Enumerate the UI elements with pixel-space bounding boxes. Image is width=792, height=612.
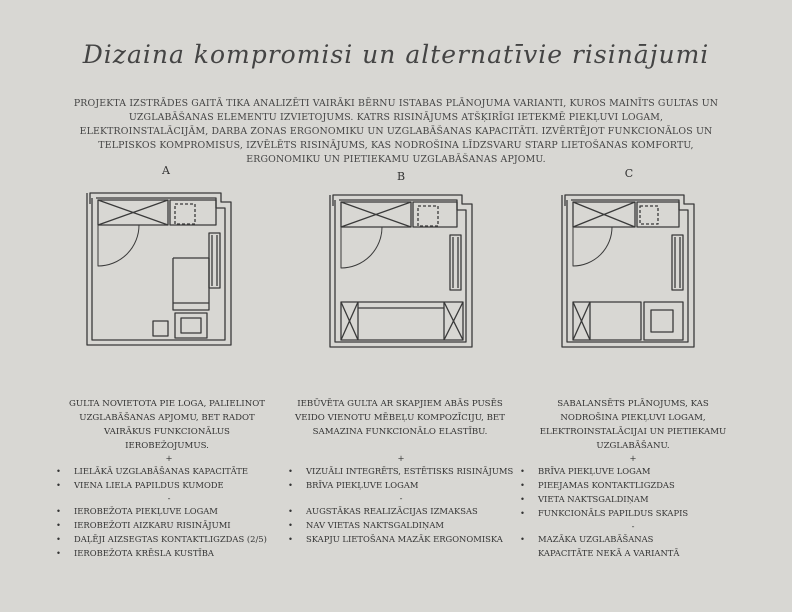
variant-c-description: SABALANSĒTS PLĀNOJUMS, KAS NODROŠINA PIEKĻUVI LOGAM, ELEKTROINSTALĀCIJAI UN PIETIEKAMU UZGLABĀŠANU. [539, 399, 727, 451]
variant-b-evaluation [286, 452, 516, 546]
list-item: • IEROBEŽOTA KRĒSLA KUSTĪBA [54, 546, 284, 560]
list-item: • BRĪVA PIEKĻUVE LOGAM [286, 478, 516, 492]
floor-plan-a [85, 188, 235, 348]
list-item: • NAV VIETAS NAKTSGALDIŅAM [286, 518, 516, 532]
list-item: • MAZĀKA UZGLABĀŠANAS KAPACITĀTE NEKĀ A VARIANTĀ [518, 532, 698, 560]
list-item: • IEROBEŽOTI AIZKARU RISINĀJUMI [54, 518, 284, 532]
list-item: • AUGSTĀKAS REALIZĀCIJAS IZMAKSAS [286, 504, 516, 518]
intro-text: PROJEKTA IZSTRĀDES GAITĀ TIKA ANALIZĒTI VAIRĀKI BĒRNU ISTABAS PLĀNOJUMA VARIANTI, KUROS MAINĪTS GULTAS UN UZGLABĀŠANAS ELEMENTU IZVIETOJUMS. KATRS RISINĀJUMS ATŠĶIRĪGI IETEKMĒ PIEKĻUVI LOGAM, ELEKTROINSTALĀCIJĀM, DARBA ZONAS ERGONOMIKU UN UZGLABĀŠANAS KAPACITĀTI. IZVĒRTĒJOT FUNKCIONĀLOS UN TELPISKOS KOMPROMISUS, IZVĒLĒTS RISINĀJUMS, KAS NODROŠINA LĪDZSVARU STARP LIETOŠANAS KOMFORTU, ERGONOMIKU UN PIETIEKAMU UZGLABĀŠANAS APJOMU. [73, 98, 719, 165]
bed [573, 302, 641, 340]
door [573, 227, 612, 266]
door [98, 225, 139, 266]
list-item: • LIELĀKĀ UZGLABĀŠANAS KAPACITĀTE [54, 464, 284, 478]
pros-sign: + [629, 453, 637, 463]
dresser [175, 313, 207, 338]
variant-b-description: IEBŪVĒTA GULTA AR SKAPJIEM ABĀS PUSĒS VEIDO VIENOTU MĒBEĻU KOMPOZĪCIJU, BET SAMAZINA FUNKCIONĀLO ELASTĪBU. [295, 399, 505, 437]
door [341, 227, 382, 268]
pros-list [54, 464, 284, 492]
list-item: • IEROBEŽOTA PIEKĻUVE LOGAM [54, 504, 284, 518]
list-item: • DAĻĒJI AIZSEGTAS KONTAKTLIGZDAS (2/5) [54, 532, 284, 546]
list-item: • PIEEJAMAS KONTAKTLIGZDAS [518, 478, 748, 492]
wardrobe-top [98, 200, 216, 225]
nightstand [644, 302, 683, 340]
variant-a-evaluation [54, 452, 284, 560]
variant-c-label: C [624, 167, 634, 180]
pros-list [518, 464, 748, 520]
page-title: Dizaina kompromisi un alternatīvie risinājumi [82, 40, 710, 69]
variant-a-description: GULTA NOVIETOTA PIE LOGA, PALIELINOT UZGLABĀŠANAS APJOMU, BET RADOT VAIRĀKUS FUNKCIONĀLUS IEROBEŽOJUMUS. [68, 399, 266, 451]
built-in-bed [341, 302, 463, 340]
list-item: • VIZUĀLI INTEGRĒTS, ESTĒTISKS RISINĀJUMS [286, 464, 516, 478]
variant-c-evaluation [518, 452, 748, 560]
desk-area [173, 258, 209, 310]
list-item: • SKAPJU LIETOŠANA MAZĀK ERGONOMISKA [286, 532, 516, 546]
cons-list [518, 532, 748, 560]
wardrobe-top [573, 202, 679, 227]
variant-b-label: B [396, 170, 406, 183]
list-item: • BRĪVA PIEKĻUVE LOGAM [518, 464, 748, 478]
wardrobe-top [341, 202, 457, 227]
floor-plan-c [560, 190, 700, 350]
cons-list [286, 504, 516, 546]
pros-list [286, 464, 516, 492]
pros-sign: + [165, 453, 173, 463]
cons-list [54, 504, 284, 560]
list-item: • VIENA LIELA PAPILDUS KUMODE [54, 478, 284, 492]
cons-sign: - [167, 493, 171, 503]
cons-sign: - [399, 493, 403, 503]
floor-plan-b [328, 190, 478, 350]
room-walls [562, 195, 694, 347]
list-item: • VIETA NAKTSGALDIŅAM [518, 492, 748, 506]
variant-a-label: A [162, 164, 170, 177]
cons-sign: - [631, 521, 635, 531]
pros-sign: + [397, 453, 405, 463]
wall-cabinet [209, 233, 220, 288]
list-item: • FUNKCIONĀLS PAPILDUS SKAPIS [518, 506, 748, 520]
wall-cabinet [672, 235, 683, 290]
wall-cabinet [450, 235, 461, 290]
chair [153, 321, 168, 336]
